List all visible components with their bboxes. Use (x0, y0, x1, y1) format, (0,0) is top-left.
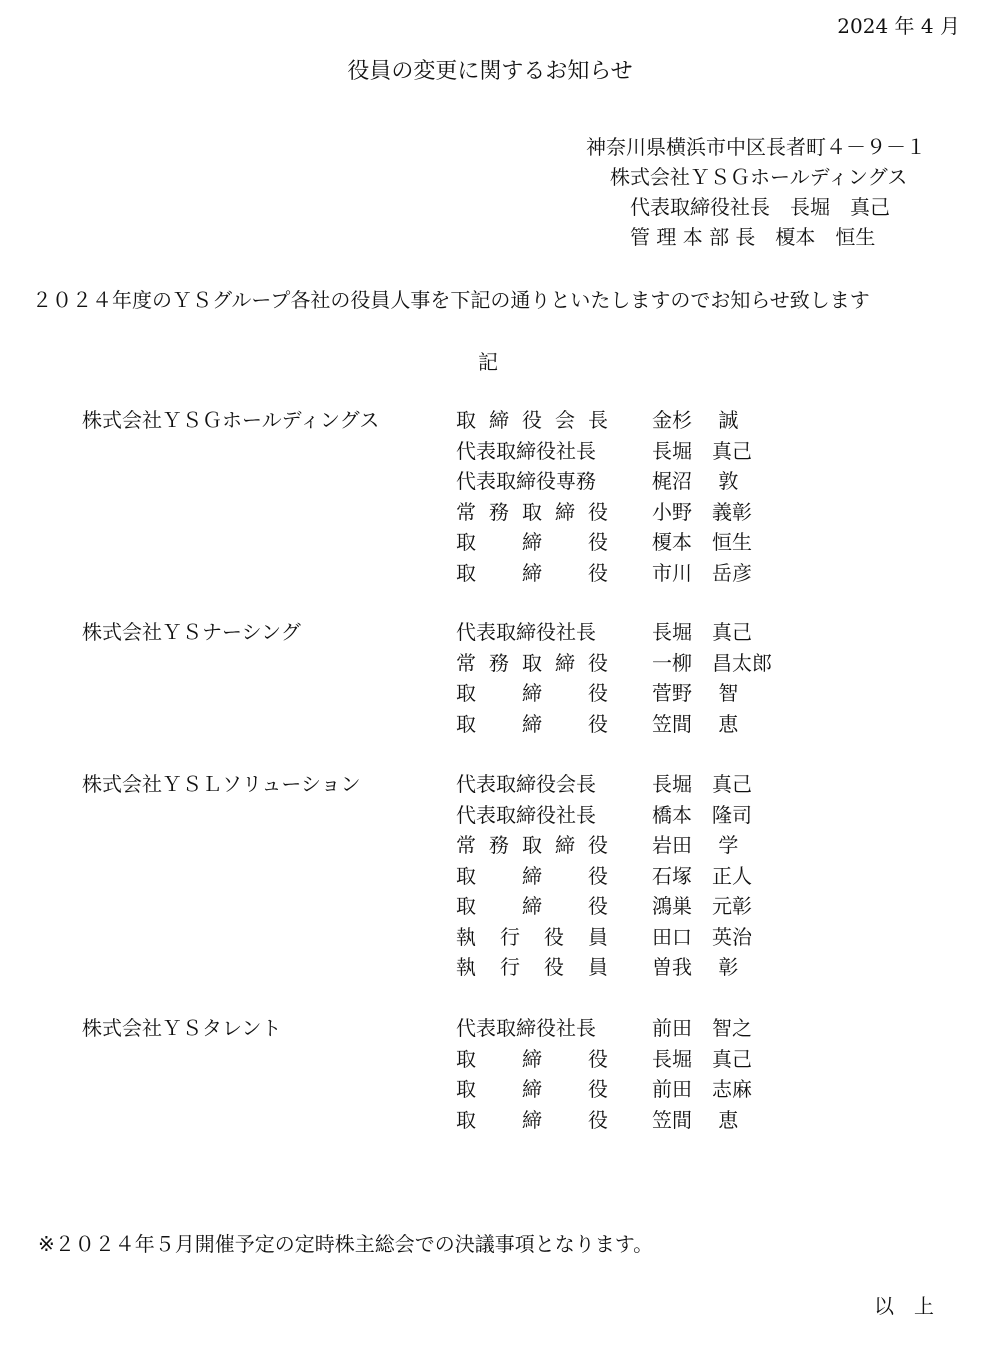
officer-name: 長堀 真己 (652, 772, 752, 796)
officer-name: 長堀 真己 (652, 438, 752, 463)
officer-name: 笠間 恵 (652, 1107, 739, 1132)
company-name: 株式会社ＹＳナーシング (82, 620, 301, 644)
officer-name: 一柳 昌太郎 (652, 650, 772, 675)
officer-role: 常 務 取 締 役 (456, 499, 608, 524)
officer-role: 代表取締役専務 (456, 469, 596, 493)
officer-role: 取 締 役 会 長 (456, 408, 608, 432)
officer-name: 長堀 真己 (652, 1046, 752, 1071)
officer-name: 前田 志麻 (652, 1077, 752, 1101)
ki-heading: 記 (478, 350, 498, 374)
officer-name: 曽我 彰 (652, 955, 739, 979)
company-name: 株式会社ＹＳＬソリューション (82, 772, 361, 796)
officer-role: 取 締 役 (456, 530, 608, 554)
officer-role: 執 行 役 員 (456, 955, 608, 979)
closing: 以 上 (874, 1294, 934, 1318)
officer-role: 代表取締役会長 (456, 772, 596, 796)
sender-company: 株式会社ＹＳＧホールディングス (610, 165, 908, 189)
officer-role: 取 締 役 (456, 1077, 608, 1101)
sender-manager: 管 理 本 部 長 榎本 恒生 (630, 225, 876, 249)
officer-name: 梶沼 敦 (652, 469, 739, 493)
officer-name: 田口 英治 (652, 924, 752, 949)
officer-role: 取 締 役 (456, 711, 608, 736)
officer-role: 代表取締役社長 (456, 802, 596, 827)
officer-name: 橋本 隆司 (652, 802, 752, 827)
intro-text: ２０２４年度のＹＳグループ各社の役員人事を下記の通りといたしますのでお知らせ致します (32, 288, 870, 312)
document-date: 2024 年 4 月 (837, 14, 960, 38)
footnote: ※２０２４年５月開催予定の定時株主総会での決議事項となります。 (38, 1232, 654, 1256)
officer-name: 鴻巣 元彰 (652, 894, 752, 918)
officer-role: 常 務 取 締 役 (456, 650, 608, 675)
officer-role: 取 締 役 (456, 894, 608, 918)
officer-name: 長堀 真己 (652, 620, 752, 644)
officer-role: 代表取締役社長 (456, 1016, 596, 1040)
officer-role: 取 締 役 (456, 863, 608, 888)
officer-role: 代表取締役社長 (456, 438, 596, 463)
officer-role: 執 行 役 員 (456, 924, 608, 949)
officer-role: 取 締 役 (456, 1046, 608, 1071)
company-name: 株式会社ＹＳタレント (82, 1016, 282, 1040)
sender-address: 神奈川県横浜市中区長者町４－９－１ (586, 135, 926, 159)
officer-name: 榎本 恒生 (652, 530, 752, 554)
officer-name: 石塚 正人 (652, 863, 752, 888)
company-name: 株式会社ＹＳＧホールディングス (82, 408, 380, 432)
officer-name: 前田 智之 (652, 1016, 752, 1040)
officer-role: 常 務 取 締 役 (456, 833, 608, 857)
officer-role: 取 締 役 (456, 681, 608, 705)
officer-role: 取 締 役 (456, 560, 608, 585)
officer-role: 取 締 役 (456, 1107, 608, 1132)
officer-name: 岩田 学 (652, 833, 739, 857)
officer-name: 菅野 智 (652, 681, 739, 705)
document-title: 役員の変更に関するお知らせ (347, 59, 633, 84)
officer-name: 市川 岳彦 (652, 560, 752, 585)
officer-role: 代表取締役社長 (456, 620, 596, 644)
officer-name: 金杉 誠 (652, 408, 739, 432)
sender-representative: 代表取締役社長 長堀 真己 (630, 195, 890, 219)
officer-name: 笠間 恵 (652, 711, 739, 736)
officer-name: 小野 義彰 (652, 499, 752, 524)
